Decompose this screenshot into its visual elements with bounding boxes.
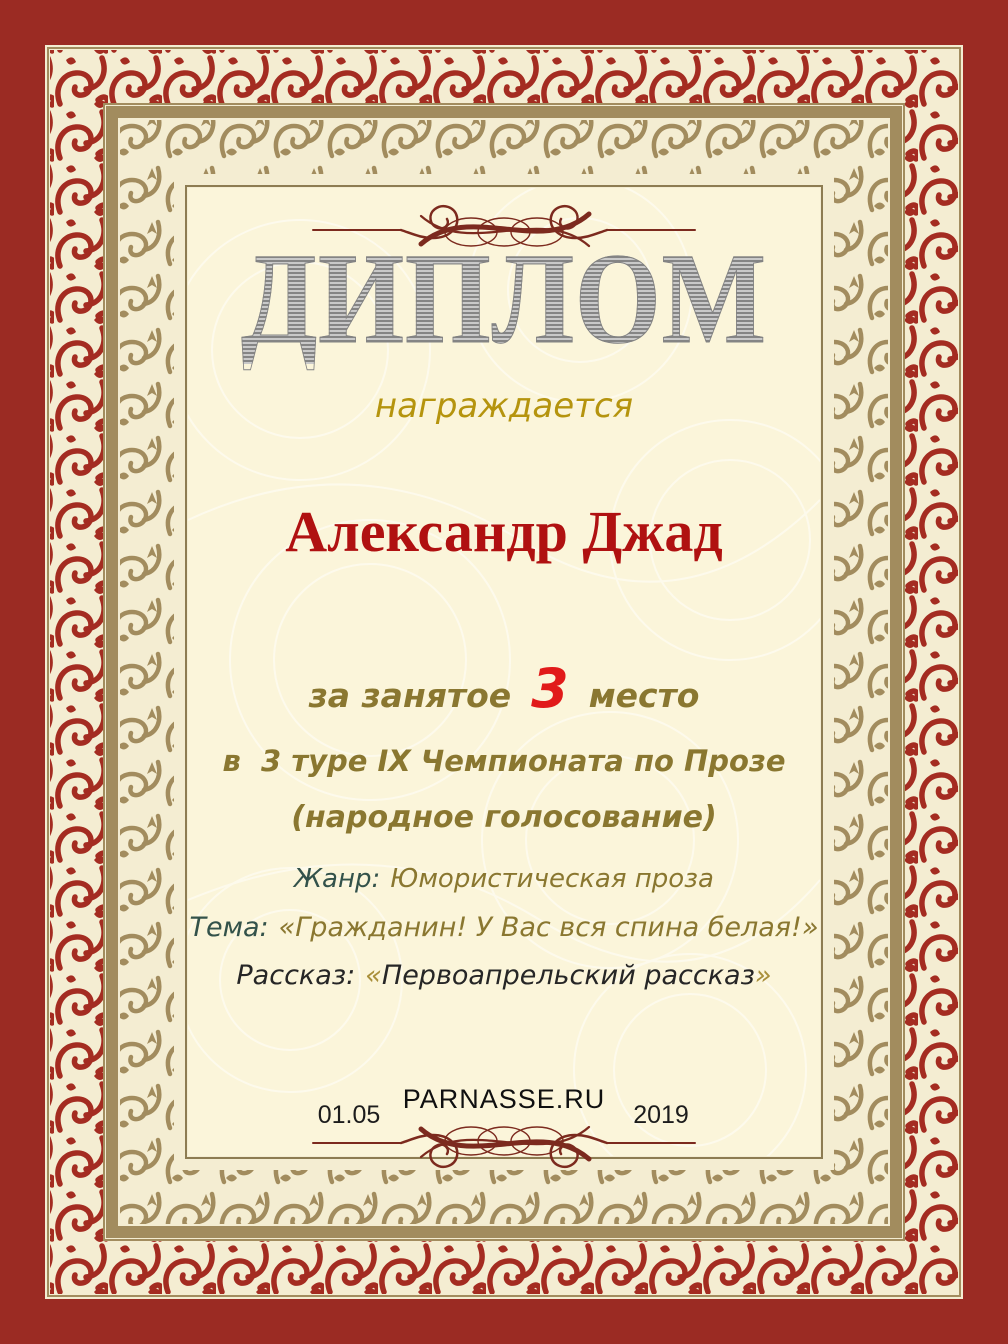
theme-value: «Гражданин! У Вас вся спина белая!» <box>278 912 819 943</box>
award-place-number: 3 <box>531 657 569 720</box>
genre-line <box>188 864 820 894</box>
recipient-name: Александр Джад <box>285 499 723 564</box>
championship-round-line: в 3 туре IX Чемпионата по Прозе <box>222 744 786 778</box>
story-open-quote: « <box>365 960 382 991</box>
awarded-label: награждается <box>374 386 634 426</box>
award-prefix: за занятое <box>308 676 512 715</box>
genre-label: Жанр: <box>294 864 381 894</box>
theme-label: Тема: <box>189 912 269 943</box>
story-title: Первоапрельский рассказ <box>381 960 755 991</box>
site-name: PARNASSE.RU <box>402 1084 606 1114</box>
genre-value: Юмористическая проза <box>390 864 714 894</box>
award-suffix: место <box>588 676 700 715</box>
certificate-body <box>188 188 820 1156</box>
award-place-line <box>188 657 820 720</box>
story-label: Рассказ: <box>236 960 356 991</box>
story-close-quote: » <box>754 960 772 991</box>
footer-flourish-row <box>309 1101 699 1173</box>
date-year: 2019 <box>633 1101 689 1129</box>
diploma-title: ДИПЛОМ <box>235 234 772 364</box>
voting-type-line: (народное голосование) <box>291 800 717 835</box>
date-day: 01.05 <box>317 1101 381 1129</box>
story-line <box>188 960 820 991</box>
theme-line <box>188 912 820 943</box>
